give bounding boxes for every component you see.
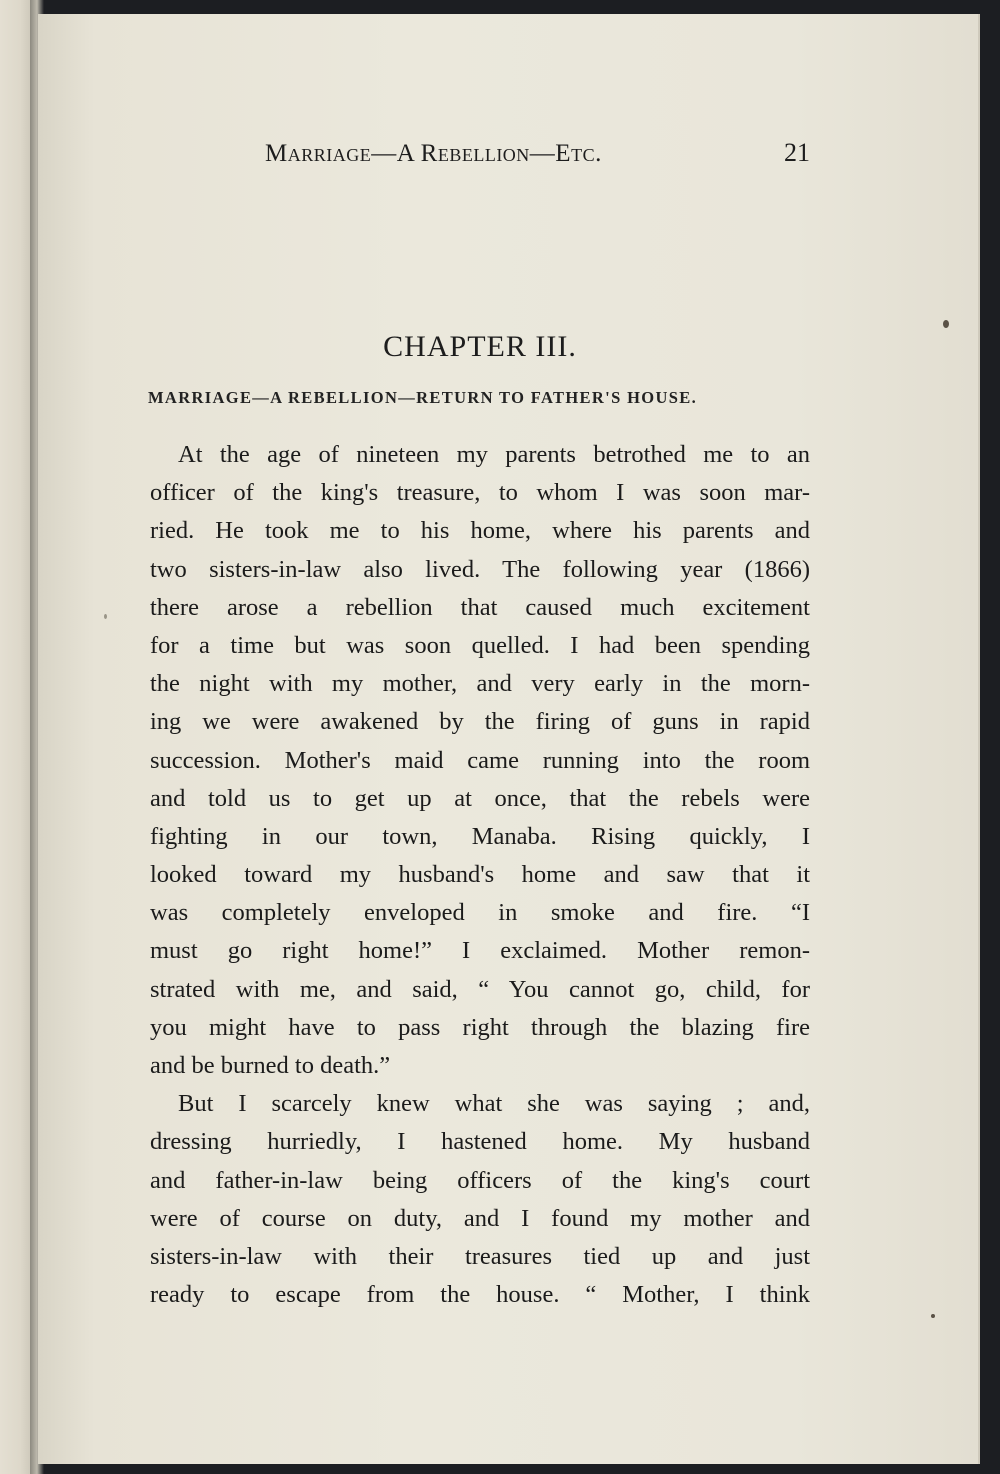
- text-line: the night with my mother, and very early in the morn-: [150, 670, 810, 698]
- text-line: dressing hurriedly, I hastened home. My husband: [150, 1128, 810, 1156]
- text-line: fighting in our town, Manaba. Rising quickly, I: [150, 822, 810, 850]
- paragraph-1: [150, 436, 810, 1085]
- text-line: two sisters-in-law also lived. The following year (1866): [150, 555, 810, 583]
- text-line: and father-in-law being officers of the king's court: [150, 1166, 810, 1194]
- body-text: [150, 436, 810, 1314]
- running-head-title: Marriage—A Rebellion—Etc.: [265, 140, 602, 167]
- text-line: officer of the king's treasure, to whom I was soon mar-: [150, 479, 810, 507]
- text-line: you might have to pass right through the blazing fire: [150, 1013, 810, 1041]
- text-line: But I scarcely knew what she was saying ; and,: [178, 1090, 810, 1118]
- text-line: ing we were awakened by the firing of guns in rapid: [150, 708, 810, 736]
- page-number: 21: [784, 138, 810, 167]
- text-line: succession. Mother's maid came running into the room: [150, 746, 810, 774]
- text-line: were of course on duty, and I found my mother and: [150, 1204, 810, 1232]
- chapter-heading: CHAPTER III.: [383, 330, 577, 363]
- paper-speck: [943, 320, 949, 328]
- text-line: and be burned to death.”: [150, 1052, 391, 1079]
- text-line: sisters-in-law with their treasures tied up and just: [150, 1242, 810, 1270]
- text-line: must go right home!” I exclaimed. Mother remon-: [150, 937, 810, 965]
- chapter-subtitle: MARRIAGE—A REBELLION—RETURN TO FATHER'S HOUSE.: [148, 388, 698, 407]
- text-line: strated with me, and said, “ You cannot go, child, for: [150, 975, 810, 1003]
- text-line: and told us to get up at once, that the rebels were: [150, 784, 810, 812]
- text-line: At the age of nineteen my parents betrothed me to an: [178, 441, 810, 468]
- paper-speck: [104, 614, 107, 619]
- previous-page-edge: [0, 0, 34, 1474]
- text-line: there arose a rebellion that caused much excitement: [150, 593, 810, 621]
- paper-speck: [931, 1314, 935, 1318]
- paragraph-2: [150, 1085, 810, 1314]
- running-head: [150, 140, 810, 180]
- text-line: looked toward my husband's home and saw that it: [150, 861, 810, 889]
- text-line: ried. He took me to his home, where his parents and: [150, 517, 810, 545]
- text-line: was completely enveloped in smoke and fire. “I: [150, 899, 810, 927]
- text-line: for a time but was soon quelled. I had been spending: [150, 631, 810, 659]
- text-line: ready to escape from the house. “ Mother, I think: [150, 1281, 810, 1309]
